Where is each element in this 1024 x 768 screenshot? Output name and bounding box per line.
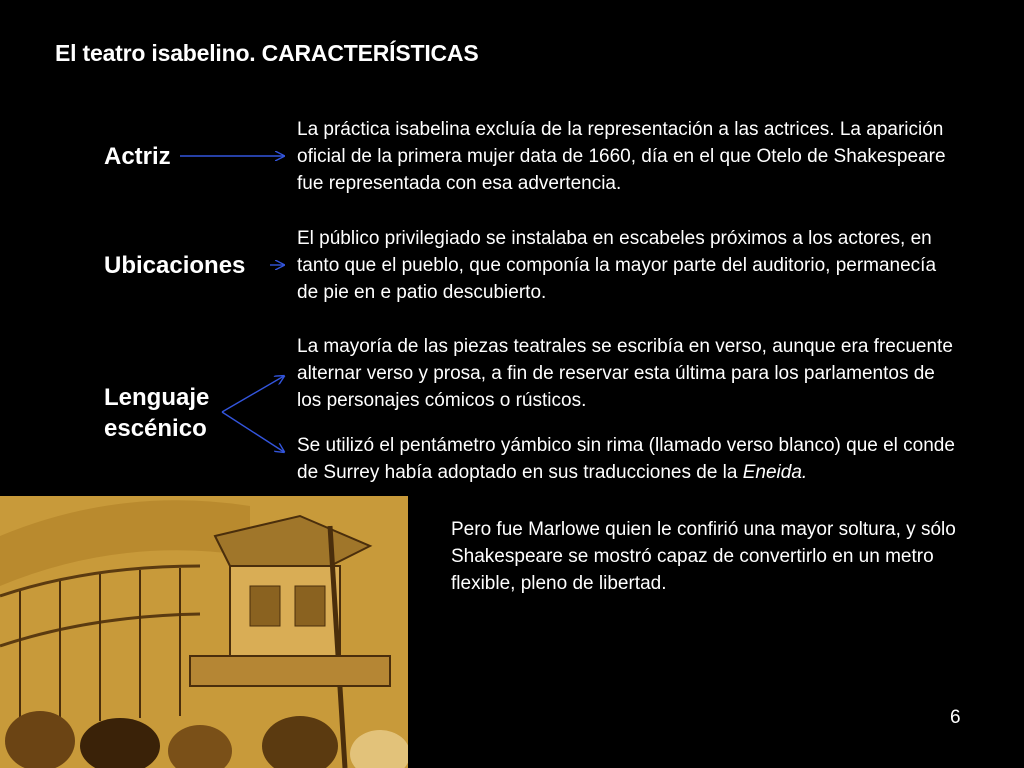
paragraph-ubicaciones: El público privilegiado se instalaba en escabeles próximos a los actores, en tanto que el pueblo, que componía la mayor parte del auditorio, permanecía de pie en e patio descubierto. <box>297 228 937 303</box>
slide-title: El teatro isabelino. CARACTERÍSTICAS <box>55 40 479 66</box>
eneida-title: Eneida. <box>742 462 808 483</box>
label-actriz: Actriz <box>104 143 171 170</box>
pentametro-text: Se utilizó el pentámetro yámbico sin rima (llamado verso blanco) que el conde de Surrey había adoptado en sus traducciones de la <box>297 435 955 483</box>
globe-theatre-illustration <box>0 496 408 768</box>
paragraph-pentametro <box>297 432 957 486</box>
label-lenguaje-escenico: Lenguaje escénico <box>104 384 210 442</box>
label-ubicaciones: Ubicaciones <box>104 252 246 279</box>
paragraph-actriz: La práctica isabelina excluía de la representación a las actrices. La aparición oficial de la primera mujer data de 1660, día en el que Otelo de Shakespeare fue representada con esa advertencia. <box>297 119 946 194</box>
page-number: 6 <box>950 707 961 728</box>
paragraph-verso-prosa: La mayoría de las piezas teatrales se escribía en verso, aunque era frecuente alternar verso y prosa, a fin de reservar esta última para los parlamentos de los personajes cómicos o rústicos. <box>297 336 953 411</box>
arrow-lenguaje-up <box>222 376 284 412</box>
arrow-lenguaje-down <box>222 412 284 452</box>
paragraph-marlowe: Pero fue Marlowe quien le confirió una mayor soltura, y sólo Shakespeare se mostró capaz de convertirlo en un metro flexible, pleno de libertad. <box>451 519 956 594</box>
